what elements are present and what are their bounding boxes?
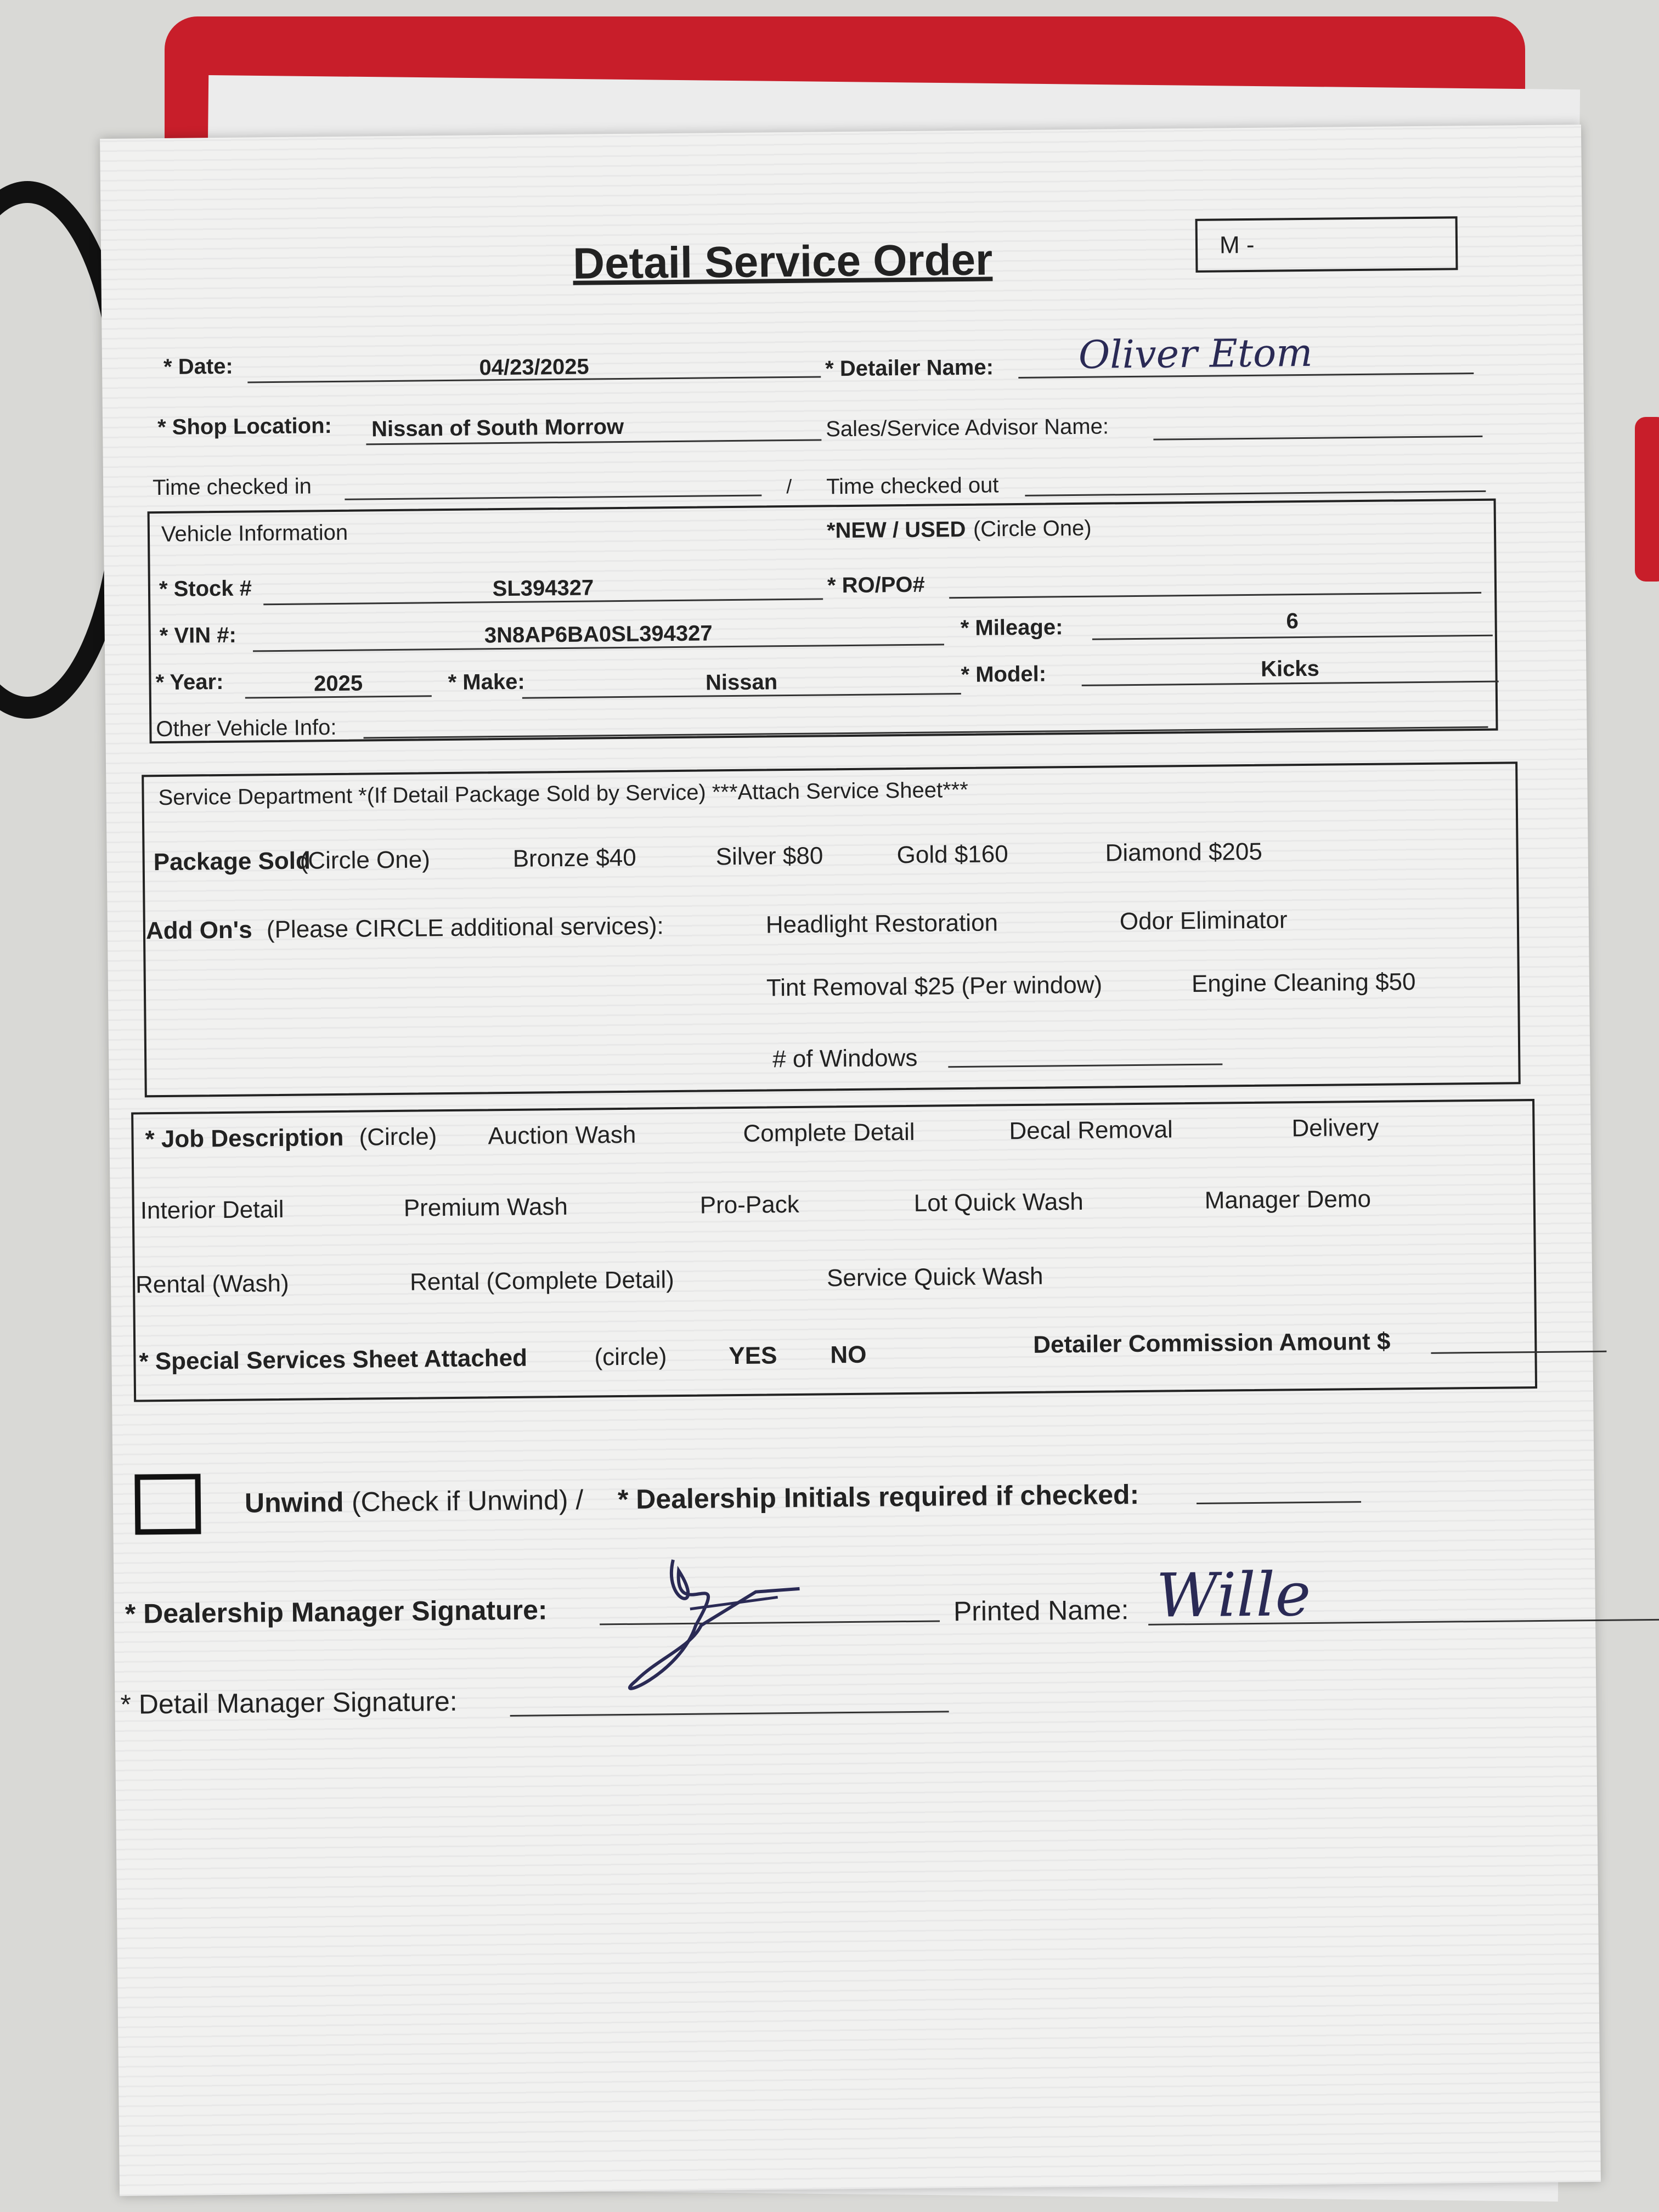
job-interior-detail[interactable]: Interior Detail bbox=[140, 1195, 284, 1224]
package-silver[interactable]: Silver $80 bbox=[715, 842, 823, 871]
order-number-box[interactable] bbox=[1195, 216, 1458, 273]
job-pro-pack[interactable]: Pro-Pack bbox=[699, 1190, 799, 1219]
other-info-label: Other Vehicle Info: bbox=[156, 715, 337, 742]
package-gold[interactable]: Gold $160 bbox=[896, 840, 1008, 869]
package-hint: (Circle One) bbox=[300, 846, 431, 874]
make-value[interactable]: Nissan bbox=[705, 670, 778, 695]
printed-name-value[interactable]: Wille bbox=[1156, 1559, 1312, 1631]
order-number-prefix: M - bbox=[1219, 231, 1255, 259]
vin-value[interactable]: 3N8AP6BA0SL394327 bbox=[484, 621, 713, 648]
addons-label: Add On's bbox=[145, 916, 252, 945]
special-yes[interactable]: YES bbox=[729, 1342, 777, 1370]
vin-label: * VIN #: bbox=[159, 623, 237, 648]
package-bronze[interactable]: Bronze $40 bbox=[512, 844, 636, 872]
year-label: * Year: bbox=[155, 669, 224, 695]
job-hint: (Circle) bbox=[359, 1123, 437, 1151]
shop-value[interactable]: Nissan of South Morrow bbox=[371, 414, 624, 442]
ro-label: * RO/PO# bbox=[827, 572, 925, 598]
new-used-label[interactable]: *NEW / USED bbox=[826, 517, 966, 543]
shop-label: * Shop Location: bbox=[157, 414, 332, 440]
package-label: Package Sold bbox=[153, 847, 311, 876]
addon-headlight[interactable]: Headlight Restoration bbox=[765, 909, 998, 939]
advisor-line[interactable] bbox=[1153, 436, 1482, 441]
time-separator: / bbox=[786, 475, 792, 498]
windows-label: # of Windows bbox=[772, 1044, 918, 1073]
job-label: * Job Description bbox=[145, 1124, 344, 1153]
date-label: * Date: bbox=[163, 354, 233, 379]
job-rental-wash[interactable]: Rental (Wash) bbox=[135, 1269, 289, 1299]
special-no[interactable]: NO bbox=[830, 1341, 867, 1369]
form-paper bbox=[100, 125, 1601, 2196]
addons-hint: (Please CIRCLE additional services): bbox=[266, 912, 664, 944]
new-used-hint: (Circle One) bbox=[973, 516, 1092, 541]
job-lot-quick-wash[interactable]: Lot Quick Wash bbox=[913, 1188, 1084, 1217]
unwind-label: Unwind bbox=[244, 1486, 344, 1519]
job-premium-wash[interactable]: Premium Wash bbox=[403, 1193, 568, 1222]
job-service-quick-wash[interactable]: Service Quick Wash bbox=[826, 1262, 1043, 1292]
time-out-label: Time checked out bbox=[826, 473, 999, 499]
package-diamond[interactable]: Diamond $205 bbox=[1105, 838, 1263, 867]
stock-label: * Stock # bbox=[159, 576, 252, 602]
job-delivery[interactable]: Delivery bbox=[1291, 1114, 1379, 1142]
date-value[interactable]: 04/23/2025 bbox=[479, 354, 589, 380]
addon-tint[interactable]: Tint Removal $25 (Per window) bbox=[766, 971, 1103, 1002]
stock-value[interactable]: SL394327 bbox=[492, 575, 594, 601]
model-label: * Model: bbox=[961, 662, 1047, 687]
time-in-label: Time checked in bbox=[152, 474, 312, 500]
unwind-required-label: * Dealership Initials required if checked: bbox=[617, 1479, 1139, 1515]
special-services-label: * Special Services Sheet Attached bbox=[139, 1344, 528, 1375]
special-services-hint: (circle) bbox=[594, 1343, 667, 1371]
dealer-signature-label: * Dealership Manager Signature: bbox=[125, 1594, 548, 1629]
printed-name-label: Printed Name: bbox=[953, 1594, 1129, 1627]
make-label: * Make: bbox=[448, 669, 525, 695]
dealer-signature-handwritten bbox=[596, 1537, 817, 1720]
time-out-line[interactable] bbox=[1025, 490, 1486, 496]
unwind-hint: (Check if Unwind) / bbox=[351, 1484, 584, 1517]
model-value[interactable]: Kicks bbox=[1260, 656, 1320, 681]
commission-label: Detailer Commission Amount $ bbox=[1033, 1328, 1391, 1358]
mileage-value[interactable]: 6 bbox=[1286, 609, 1299, 634]
form-title: Detail Service Order bbox=[572, 235, 993, 288]
addon-odor[interactable]: Odor Eliminator bbox=[1119, 906, 1288, 935]
unwind-initials-line[interactable] bbox=[1197, 1501, 1361, 1504]
clipboard-edge bbox=[1635, 417, 1659, 582]
job-decal-removal[interactable]: Decal Removal bbox=[1009, 1116, 1173, 1145]
job-rental-complete[interactable]: Rental (Complete Detail) bbox=[409, 1266, 675, 1296]
addon-engine[interactable]: Engine Cleaning $50 bbox=[1191, 968, 1416, 998]
year-value[interactable]: 2025 bbox=[313, 671, 363, 696]
vehicle-section-label: Vehicle Information bbox=[161, 520, 348, 547]
detailer-handwritten[interactable]: Oliver Etom bbox=[1078, 330, 1313, 377]
time-in-line[interactable] bbox=[345, 494, 761, 500]
job-manager-demo[interactable]: Manager Demo bbox=[1204, 1185, 1372, 1214]
job-auction-wash[interactable]: Auction Wash bbox=[488, 1121, 636, 1150]
job-complete-detail[interactable]: Complete Detail bbox=[743, 1118, 915, 1147]
advisor-label: Sales/Service Advisor Name: bbox=[825, 414, 1109, 442]
unwind-checkbox[interactable] bbox=[134, 1474, 201, 1534]
service-dept-heading: Service Department *(If Detail Package Sold by Service) ***Attach Service Sheet*** bbox=[158, 777, 968, 810]
detail-signature-label: * Detail Manager Signature: bbox=[120, 1685, 458, 1720]
detailer-label: * Detailer Name: bbox=[825, 355, 994, 381]
mileage-label: * Mileage: bbox=[960, 615, 1063, 641]
